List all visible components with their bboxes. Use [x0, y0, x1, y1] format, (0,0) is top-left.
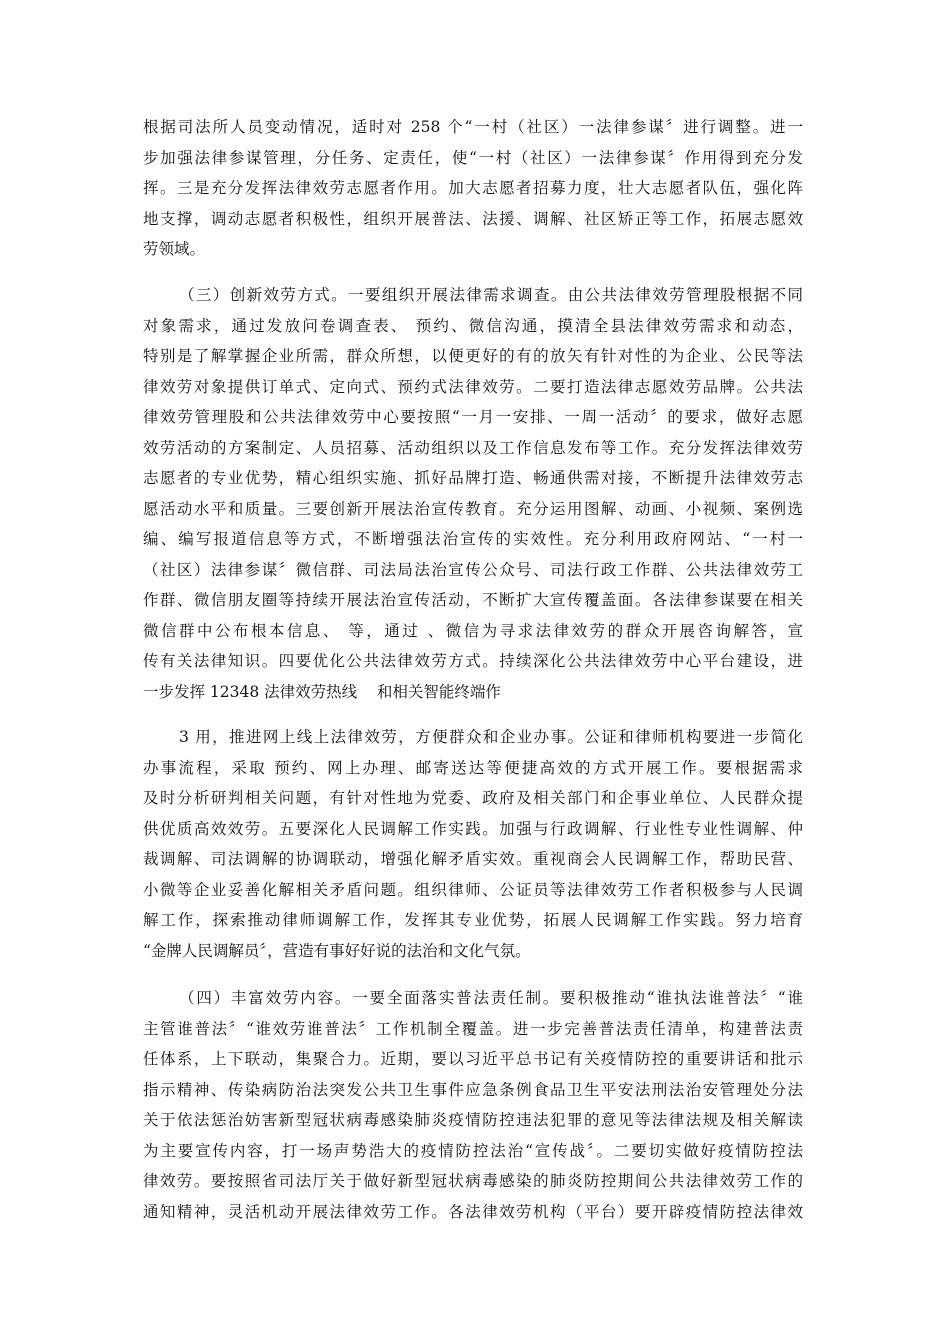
text-line: 关于依法惩治妨害新型冠状病毒感染肺炎疫情防控违法犯罪的意见等法律法规及相关解读 — [143, 1111, 803, 1129]
text-line: 微信群中公布根本信息、 等，通过 、微信为寻求法律效劳的群众开展咨询解答，宣 — [143, 621, 803, 640]
text-line: 解工作，探索推动律师调解工作，发挥其专业优势，拓展人民调解工作实践。努力培育 — [143, 911, 803, 929]
text-line: 志愿者的专业优势，精心组织实施、抓好品牌打造、畅通供需对接，不断提升法律效劳志 — [143, 469, 803, 487]
text-line: 及时分析研判相关问题，有针对性地为党委、政府及相关部门和企事业单位、人民群众提 — [143, 789, 803, 807]
text-line: 传有关法律知识。四要优化公共法律效劳方式。持续深化公共法律效劳中心平台建设，进 — [143, 652, 803, 670]
text-line: 地支撑，调动志愿者积极性，组织开展普法、法援、调解、社区矫正等工作，拓展志愿效 — [143, 209, 803, 228]
text-line: 效劳活动的方案制定、人员招募、活动组织以及工作信息发布等工作。充分发挥法律效劳 — [143, 438, 803, 457]
text-line: 编、编写报道信息等方式，不断增强法治宣传的实效性。充分利用政府网站、“一村一 — [143, 530, 803, 548]
text-line: 办事流程，采取 预约、网上办理、邮寄送达等便捷高效的方式开展工作。要根据需求 — [143, 758, 803, 777]
text-line: 任体系，上下联动，集聚合力。近期，要以习近平总书记有关疫情防控的重要讲话和批示 — [143, 1050, 803, 1068]
text-line: 作群、微信朋友圈等持续开展法治宣传活动，不断扩大宣传覆盖面。各法律参谋要在相关 — [143, 591, 803, 609]
paragraph-4 — [143, 983, 803, 1227]
text-line: 小微等企业妥善化解相关矛盾问题。组织律师、公证员等法律效劳工作者积极参与人民调 — [143, 880, 803, 899]
text-line: （三）创新效劳方式。一要组织开展法律需求调查。由公共法律效劳管理股根据不同 — [179, 286, 803, 304]
text-line: 供优质高效效劳。五要深化人民调解工作实践。加强与行政调解、行业性专业性调解、仲 — [143, 819, 803, 838]
text-line: 通知精神，灵活机动开展法律效劳工作。各法律效劳机构（平台）要开辟疫情防控法律效 — [143, 1202, 803, 1221]
text-line: 为主要宣传内容，打一场声势浩大的疫情防控法治“宣传战〞。二要切实做好疫情防控法 — [143, 1141, 803, 1160]
text-line: 对象需求，通过发放问卷调查表、 预约、微信沟通，摸清全县法律效劳需求和动态， — [143, 316, 803, 335]
paragraph-1 — [143, 112, 803, 265]
text-line: “金牌人民调解员〞，营造有事好好说的法治和文化气氛。 — [143, 941, 531, 960]
text-line: 3 用，推进网上线上法律效劳，方便群众和企业办事。公证和律师机构要进一步简化 — [179, 728, 803, 746]
text-line: 劳领域。 — [143, 240, 206, 258]
text-line: 裁调解、司法调解的协调联动，增强化解矛盾实效。重视商会人民调解工作，帮助民营、 — [143, 850, 803, 868]
paragraph-2 — [143, 280, 803, 707]
text-line: 挥。三是充分发挥法律效劳志愿者作用。加大志愿者招募力度，壮大志愿者队伍，强化阵 — [143, 179, 803, 197]
text-line: 律效劳对象提供订单式、定向式、预约式法律效劳。二要打造法律志愿效劳品牌。公共法 — [143, 377, 803, 396]
text-line: 愿活动水平和质量。三要创新开展法治宣传教育。充分运用图解、动画、小视频、案例选 — [143, 499, 803, 518]
text-line: 指示精神、传染病防治法突发公共卫生事件应急条例食品卫生平安法刑法治安管理处分法 — [143, 1080, 803, 1099]
text-line: （四）丰富效劳内容。一要全面落实普法责任制。要积极推动“谁执法谁普法〞“谁 — [179, 989, 803, 1007]
paragraph-3 — [143, 722, 803, 966]
text-line: 主管谁普法〞“谁效劳谁普法〞工作机制全覆盖。进一步完善普法责任清单，构建普法责 — [143, 1019, 803, 1038]
text-line: 特别是了解掌握企业所需，群众所想，以便更好的有的放矢有针对性的为企业、公民等法 — [143, 347, 803, 365]
text-line: 根据司法所人员变动情况，适时对 258 个“一村（社区）一法律参谋〞进行调整。进一 — [143, 118, 803, 136]
text-line: 步加强法律参谋管理，分任务、定责任，使“一村（社区）一法律参谋〞作用得到充分发 — [143, 148, 803, 167]
text-line: （社区）法律参谋〞微信群、司法局法治宣传公众号、司法行政工作群、公共法律效劳工 — [143, 560, 803, 579]
text-line: 一步发挥 12348 法律效劳热线 和相关智能终端作 — [143, 682, 501, 701]
text-line: 律效劳。要按照省司法厅关于做好新型冠状病毒感染的肺炎防控期间公共法律效劳工作的 — [143, 1172, 803, 1190]
text-line: 律效劳管理股和公共法律效劳中心要按照“一月一安排、一周一活动〞的要求，做好志愿 — [143, 408, 803, 426]
